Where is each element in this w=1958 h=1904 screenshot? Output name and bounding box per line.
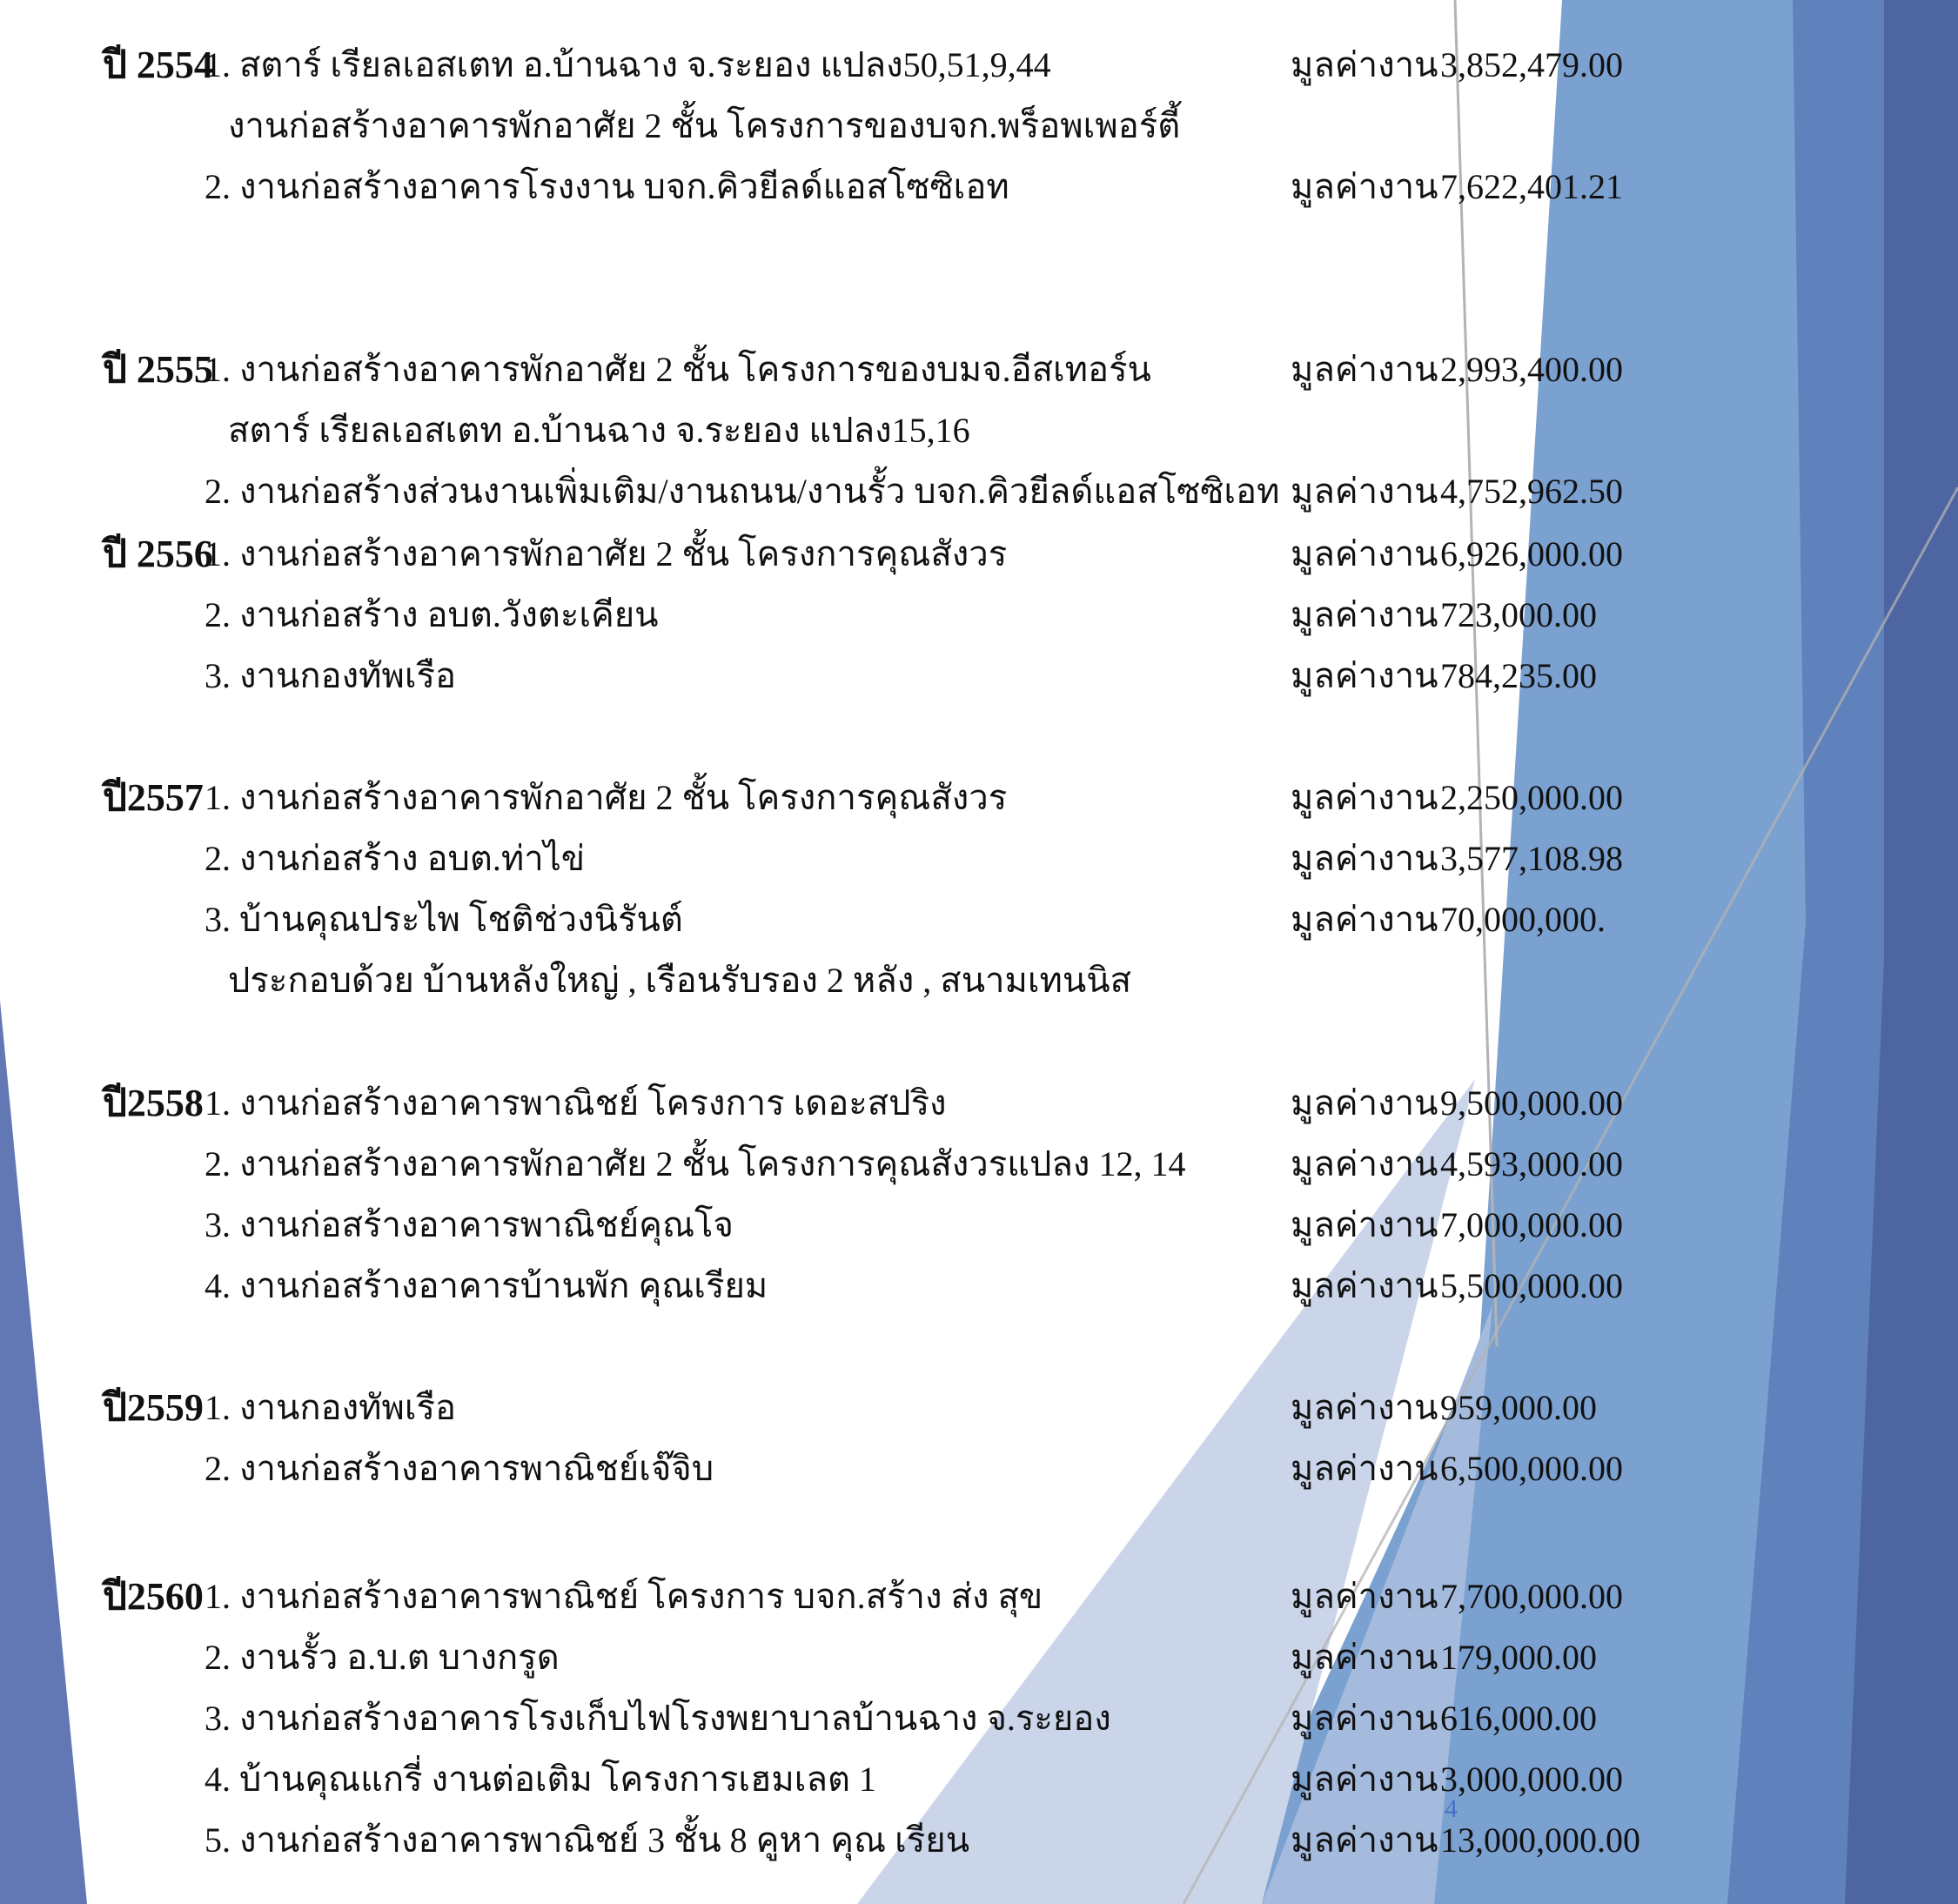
project-description: 4. งานก่อสร้างอาคารบ้านพัก คุณเรียม [205,1266,768,1305]
year-label: ปี 2555 [103,348,213,391]
value-label: มูลค่างาน [1291,1449,1438,1488]
project-value: 7,622,401.21 [1440,167,1623,206]
project-description: 2. งานก่อสร้าง อบต.วังตะเคียน [205,595,659,634]
year-label: ปี 2556 [103,533,213,575]
project-value: 4,593,000.00 [1440,1144,1623,1183]
value-label: มูลค่างาน [1291,595,1438,634]
project-value: 13,000,000.00 [1440,1820,1640,1860]
project-description: 1. งานก่อสร้างอาคารพักอาศัย 2 ชั้น โครงการคุณสังวร [205,534,1008,573]
project-value: 2,250,000.00 [1440,778,1623,817]
project-description: 3. งานกองทัพเรือ [205,656,457,695]
project-value: 6,926,000.00 [1440,534,1623,573]
project-description: สตาร์ เรียลเอสเตท อ.บ้านฉาง จ.ระยอง แปลง15,16 [228,411,970,450]
project-value: 3,577,108.98 [1440,839,1623,878]
project-row [0,1134,1958,1195]
project-row [0,1438,1958,1499]
project-row [0,828,1958,889]
value-label: มูลค่างาน [1291,1205,1438,1244]
project-row [0,1566,1958,1627]
project-value: 3,000,000.00 [1440,1760,1623,1799]
value-label: มูลค่างาน [1291,778,1438,817]
project-row [0,400,1958,461]
project-row [0,339,1958,400]
project-description: 1. สตาร์ เรียลเอสเตท อ.บ้านฉาง จ.ระยอง แปลง50,51,9,44 [205,45,1051,84]
project-description: 2. งานก่อสร้างอาคารโรงงาน บจก.คิวยีลด์แอสโซซิเอท [205,167,1009,206]
value-label: มูลค่างาน [1291,1266,1438,1305]
project-value: 7,700,000.00 [1440,1577,1623,1616]
project-description: 2. งานก่อสร้างอาคารพาณิชย์เจ๊จิบ [205,1449,714,1488]
project-row [0,35,1958,96]
project-description: 2. งานก่อสร้างอาคารพักอาศัย 2 ชั้น โครงการคุณสังวรแปลง 12, 14 [205,1144,1186,1183]
project-description: 1. งานกองทัพเรือ [205,1388,457,1427]
value-label: มูลค่างาน [1291,839,1438,878]
project-value: 7,000,000.00 [1440,1205,1623,1244]
year-label: ปี2557 [103,776,204,819]
value-label: มูลค่างาน [1291,1820,1438,1860]
project-description: 1. งานก่อสร้างอาคารพักอาศัย 2 ชั้น โครงการคุณสังวร [205,778,1008,817]
project-value: 3,852,479.00 [1440,45,1623,84]
project-row [0,96,1958,157]
project-value: 179,000.00 [1440,1638,1597,1677]
project-value: 784,235.00 [1440,656,1597,695]
project-value: 2,993,400.00 [1440,350,1623,389]
value-label: มูลค่างาน [1291,1760,1438,1799]
project-row [0,1810,1958,1871]
value-label: มูลค่างาน [1291,656,1438,695]
project-description: 2. งานก่อสร้างส่วนงานเพิ่มเติม/งานถนน/งานรั้ว บจก.คิวยีลด์แอสโซซิเอท [205,472,1280,511]
project-description: 5. งานก่อสร้างอาคารพาณิชย์ 3 ชั้น 8 คูหา คุณ เรียน [205,1820,970,1860]
project-row [0,461,1958,522]
value-label: มูลค่างาน [1291,900,1438,939]
year-label: ปี2560 [103,1575,204,1618]
value-label: มูลค่างาน [1291,1577,1438,1616]
project-row [0,157,1958,218]
project-description: 1. งานก่อสร้างอาคารพักอาศัย 2 ชั้น โครงการของบมจ.อีสเทอร์น [205,350,1151,389]
project-row [0,1073,1958,1134]
project-row [0,1749,1958,1810]
project-description: 1. งานก่อสร้างอาคารพาณิชย์ โครงการ เดอะสปริง [205,1083,947,1123]
project-description: 1. งานก่อสร้างอาคารพาณิชย์ โครงการ บจก.สร้าง ส่ง สุข [205,1577,1043,1616]
project-row [0,1195,1958,1256]
project-description: งานก่อสร้างอาคารพักอาศัย 2 ชั้น โครงการของบจก.พร็อพเพอร์ตี้ [228,106,1181,145]
year-label: ปี2558 [103,1082,204,1124]
project-row [0,1627,1958,1688]
project-row [0,950,1958,1011]
project-row [0,768,1958,828]
value-label: มูลค่างาน [1291,472,1438,511]
project-value: 6,500,000.00 [1440,1449,1623,1488]
project-row [0,524,1958,585]
value-label: มูลค่างาน [1291,534,1438,573]
project-row [0,646,1958,707]
value-label: มูลค่างาน [1291,1638,1438,1677]
project-value: 9,500,000.00 [1440,1083,1623,1123]
value-label: มูลค่างาน [1291,1388,1438,1427]
value-label: มูลค่างาน [1291,167,1438,206]
project-description: 3. งานก่อสร้างอาคารโรงเก็บไฟโรงพยาบาลบ้านฉาง จ.ระยอง [205,1699,1111,1738]
project-row [0,1256,1958,1317]
project-value: 616,000.00 [1440,1699,1597,1738]
project-value: 5,500,000.00 [1440,1266,1623,1305]
project-row [0,889,1958,950]
project-value: 959,000.00 [1440,1388,1597,1427]
value-label: มูลค่างาน [1291,45,1438,84]
project-value: 4,752,962.50 [1440,472,1623,511]
year-label: ปี 2554 [103,44,213,86]
project-description: 3. บ้านคุณประไพ โชติช่วงนิรันต์ [205,900,683,939]
project-value: 723,000.00 [1440,595,1597,634]
project-row [0,1378,1958,1438]
page-number: 4 [1445,1794,1458,1823]
project-row [0,585,1958,646]
value-label: มูลค่างาน [1291,1699,1438,1738]
project-description: ประกอบด้วย บ้านหลังใหญ่ , เรือนรับรอง 2 หลัง , สนามเทนนิส [228,961,1132,1000]
value-label: มูลค่างาน [1291,350,1438,389]
value-label: มูลค่างาน [1291,1144,1438,1183]
project-description: 3. งานก่อสร้างอาคารพาณิชย์คุณโจ [205,1205,734,1244]
year-label: ปี2559 [103,1386,204,1429]
project-value: 70,000,000. [1440,900,1606,939]
project-description: 2. งานรั้ว อ.บ.ต บางกรูด [205,1638,560,1677]
project-row [0,1688,1958,1749]
project-description: 2. งานก่อสร้าง อบต.ท่าไข่ [205,839,586,878]
project-description: 4. บ้านคุณแกรี่ งานต่อเติม โครงการเฮมเลต 1 [205,1760,876,1799]
value-label: มูลค่างาน [1291,1083,1438,1123]
